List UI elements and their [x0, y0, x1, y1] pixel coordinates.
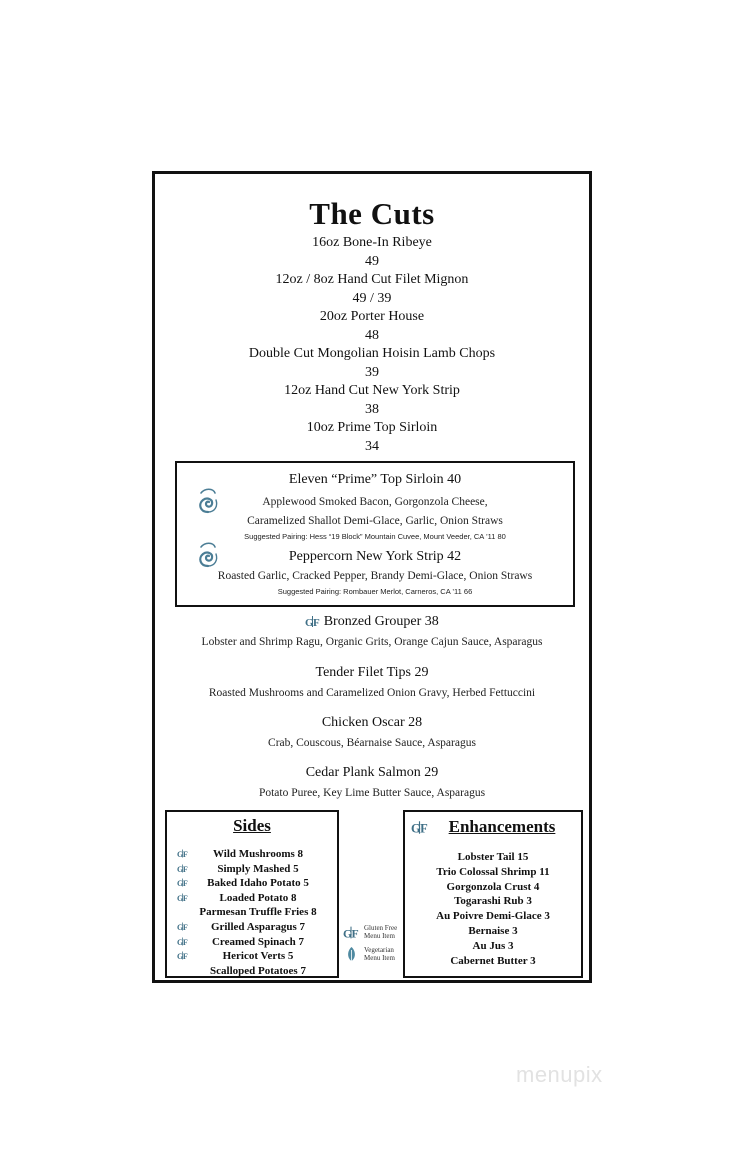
enhancement-item: Bernaise 3 — [468, 924, 518, 937]
item-name: Chicken Oscar 28 — [321, 715, 423, 730]
svg-text:G: G — [177, 893, 184, 903]
enhancement-item: Togarashi Rub 3 — [454, 895, 532, 908]
enhancement-item: Au Poivre Demi-Glace 3 — [436, 910, 550, 923]
svg-text:F: F — [420, 821, 428, 835]
svg-text:F: F — [182, 951, 188, 961]
cut-price: 49 — [365, 253, 379, 269]
svg-text:G: G — [177, 951, 184, 961]
svg-text:G: G — [177, 937, 184, 947]
svg-text:G: G — [343, 927, 353, 940]
item-name: Tender Filet Tips 29 — [315, 665, 429, 680]
side-item — [167, 891, 337, 906]
cut-price: 34 — [365, 438, 379, 454]
svg-text:F: F — [182, 893, 188, 903]
watermark: menupix — [516, 1062, 603, 1087]
side-item — [167, 847, 337, 862]
enhancement-item: Gorgonzola Crust 4 — [446, 880, 540, 893]
legend-gluten-free — [343, 924, 403, 946]
side-label: Creamed Spinach 7 — [211, 935, 305, 948]
side-label: Baked Idaho Potato 5 — [207, 877, 309, 890]
legend-vegetarian — [343, 946, 403, 968]
icon-legend — [343, 924, 403, 968]
svg-text:G: G — [177, 922, 184, 932]
cut-name: Double Cut Mongolian Hoisin Lamb Chops — [248, 346, 496, 361]
gluten-free-icon — [343, 925, 359, 940]
svg-text:F: F — [351, 927, 359, 940]
side-item — [167, 862, 337, 877]
cut-name: 12oz Hand Cut New York Strip — [284, 383, 460, 398]
sides-heading: Sides — [233, 816, 271, 835]
svg-text:F: F — [182, 937, 188, 947]
menu-page — [152, 171, 592, 983]
cuts-list — [155, 234, 589, 456]
item-desc: Crab, Couscous, Béarnaise Sauce, Asparagus — [268, 737, 476, 749]
side-label: Scalloped Potatoes 7 — [210, 964, 306, 977]
item-desc: Roasted Mushrooms and Caramelized Onion Gravy, Herbed Fettuccini — [208, 687, 536, 699]
item-desc: Applewood Smoked Bacon, Gorgonzola Cheese, — [262, 496, 488, 508]
item-desc: Potato Puree, Key Lime Butter Sauce, Asparagus — [258, 787, 486, 799]
side-item — [167, 905, 337, 920]
legend-line: Menu Item — [364, 954, 395, 962]
item-desc: Caramelized Shallot Demi-Glace, Garlic, Onion Straws — [247, 515, 503, 527]
cut-name: 20oz Porter House — [319, 309, 425, 324]
side-label: Hericot Verts 5 — [222, 950, 294, 963]
cut-price: 39 — [365, 364, 379, 380]
side-label: Parmesan Truffle Fries 8 — [199, 906, 317, 919]
svg-text:G: G — [177, 864, 184, 874]
svg-text:F: F — [182, 849, 188, 859]
entree-item — [155, 764, 589, 803]
vegetarian-leaf-icon — [346, 946, 357, 963]
entree-item — [155, 613, 589, 652]
side-item — [167, 935, 337, 950]
legend-line: Vegetarian — [364, 946, 394, 954]
side-item — [167, 876, 337, 891]
gluten-free-icon — [411, 820, 428, 835]
side-label: Simply Mashed 5 — [217, 862, 299, 875]
prime-features-box — [175, 461, 575, 607]
enhancements-list — [405, 850, 581, 968]
item-desc: Roasted Garlic, Cracked Pepper, Brandy Demi-Glace, Onion Straws — [217, 570, 533, 582]
wine-pairing: Suggested Pairing: Hess “19 Block” Mountain Cuvee, Mount Veeder, CA ’11 80 — [244, 532, 506, 541]
enhancement-item: Trio Colossal Shrimp 11 — [436, 865, 550, 878]
page-title: The Cuts — [309, 196, 435, 231]
side-label: Loaded Potato 8 — [219, 891, 297, 904]
item-name: Bronzed Grouper 38 — [323, 614, 439, 629]
side-item — [167, 920, 337, 935]
svg-text:F: F — [182, 878, 188, 888]
svg-text:F: F — [182, 864, 188, 874]
entree-item — [155, 714, 589, 753]
side-item — [167, 949, 337, 964]
item-name: Peppercorn New York Strip 42 — [288, 549, 462, 564]
side-label: Grilled Asparagus 7 — [210, 920, 306, 933]
svg-text:G: G — [411, 821, 421, 835]
enhancement-item: Cabernet Butter 3 — [450, 954, 536, 967]
enhancement-item: Lobster Tail 15 — [457, 851, 529, 863]
item-desc: Lobster and Shrimp Ragu, Organic Grits, Orange Cajun Sauce, Asparagus — [201, 636, 543, 648]
cut-name: 12oz / 8oz Hand Cut Filet Mignon — [275, 272, 469, 287]
cut-price: 49 / 39 — [352, 290, 392, 306]
enhancement-item: Au Jus 3 — [472, 939, 514, 952]
cut-name: 10oz Prime Top Sirloin — [306, 420, 438, 435]
cut-price: 48 — [365, 327, 379, 343]
cut-price: 38 — [365, 401, 379, 417]
legend-label — [364, 946, 395, 962]
svg-text:G: G — [177, 849, 184, 859]
svg-text:F: F — [313, 617, 320, 629]
sides-list — [167, 847, 337, 978]
item-name-row — [155, 613, 589, 631]
legend-line: Menu Item — [364, 932, 395, 940]
legend-label — [364, 924, 397, 940]
cut-name: 16oz Bone-In Ribeye — [312, 235, 432, 250]
enhancements-box — [403, 810, 583, 978]
prime-item — [177, 548, 573, 599]
legend-line: Gluten Free — [364, 924, 398, 932]
svg-text:G: G — [177, 878, 184, 888]
svg-text:G: G — [305, 617, 314, 629]
item-name: Cedar Plank Salmon 29 — [305, 765, 439, 780]
side-item — [167, 964, 337, 979]
wine-pairing: Suggested Pairing: Rombauer Merlot, Carneros, CA ’11 66 — [277, 587, 473, 596]
side-label: Wild Mushrooms 8 — [212, 848, 304, 860]
prime-item — [177, 471, 573, 543]
enhancements-heading: Enhancements — [448, 817, 556, 836]
sides-box — [165, 810, 339, 978]
entree-item — [155, 664, 589, 703]
gluten-free-icon — [305, 615, 320, 628]
svg-text:F: F — [182, 922, 188, 932]
item-name: Eleven “Prime” Top Sirloin 40 — [288, 472, 462, 487]
